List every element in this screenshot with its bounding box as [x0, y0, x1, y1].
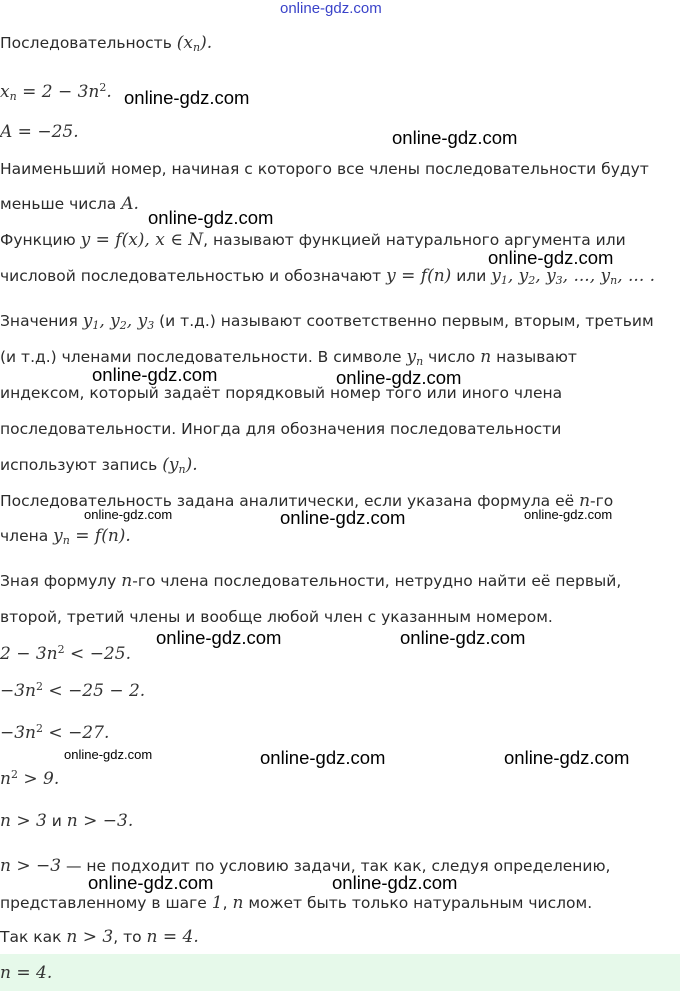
text-line: (и т.д.) членами последовательности. В символе $y_n$ число n называют [0, 347, 577, 368]
formula-line [0, 77, 112, 108]
text-line: Значения $y_1$, $y_2$, $y_3$ (и т.д.) называют соответственно первым, вторым, третьим [0, 311, 654, 332]
math: $(x_n)$. [176, 33, 213, 54]
watermark: online-gdz.com [88, 872, 214, 893]
watermark: online-gdz.com [92, 364, 218, 385]
text-line: второй, третий члены и вообще любой член с указанным номером. [0, 608, 553, 626]
formula-line: n > 3 и n > −3. [0, 811, 134, 831]
watermark: online-gdz.com [504, 747, 630, 768]
math: $x_n = 2 - 3n^2$. [0, 81, 112, 103]
text-line: последовательности. Иногда для обозначения последовательности [0, 420, 562, 438]
site-header-watermark: online-gdz.com [280, 0, 382, 17]
text-line: представленному в шаге 1, n может быть только натуральным числом. [0, 893, 593, 913]
text-line [0, 32, 212, 59]
watermark: online-gdz.com [124, 87, 250, 108]
formula-line [0, 121, 79, 143]
text-line: Зная формулу n-го члена последовательности, нетрудно найти её первый, [0, 571, 622, 591]
text-line: Функцию y = f(x), x ∈ N, называют функцией натурального аргумента или [0, 230, 626, 250]
answer-text: n = 4. [0, 963, 53, 983]
watermark: online-gdz.com [336, 367, 462, 388]
watermark: online-gdz.com [260, 747, 386, 768]
text-line: Так как n > 3, то n = 4. [0, 927, 199, 947]
formula-line: $-3n^2 < -27$. [0, 722, 110, 743]
watermark: online-gdz.com [392, 127, 518, 148]
watermark: online-gdz.com [332, 872, 458, 893]
formula-line: $2 - 3n^2 < -25$. [0, 643, 131, 664]
watermark: online-gdz.com [400, 627, 526, 648]
watermark: online-gdz.com [64, 747, 153, 762]
math: A = −25. [0, 122, 79, 142]
text: Последовательность [0, 34, 177, 52]
text-line: члена $y_n = f(n)$. [0, 526, 131, 547]
text-line: Последовательность задана аналитически, если указана формула её n-го [0, 491, 614, 511]
text-line: числовой последовательностью и обозначают y = f(n) или $y_1$, $y_2$, $y_3$, ..., $y_n$, ... . [0, 266, 656, 287]
answer-box [0, 954, 680, 991]
watermark: online-gdz.com [148, 207, 274, 228]
formula-line: $n^2 > 9$. [0, 768, 60, 789]
text-line: меньше числа A. [0, 194, 139, 214]
watermark: online-gdz.com [488, 247, 614, 268]
text-line: используют запись $(y_n)$. [0, 455, 198, 476]
watermark: online-gdz.com [84, 507, 173, 522]
watermark: online-gdz.com [156, 627, 282, 648]
watermark: online-gdz.com [524, 507, 613, 522]
watermark: online-gdz.com [280, 507, 406, 528]
text-line: Наименьший номер, начиная с которого все члены последовательности будут [0, 160, 649, 178]
text-line: n > −3 — не подходит по условию задачи, так как, следуя определению, [0, 856, 611, 876]
text-line: индексом, который задаёт порядковый номер того или иного члена [0, 384, 563, 402]
formula-line: $-3n^2 < -25 - 2$. [0, 680, 146, 701]
